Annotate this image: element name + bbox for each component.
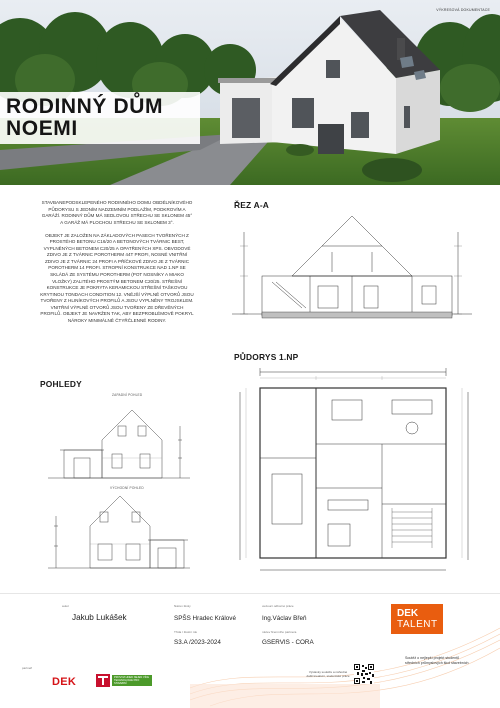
section-drawing: [232, 212, 472, 332]
class-year: S3.A /2023-2024: [174, 639, 221, 646]
description-paragraph-2: OBJEKT JE ZALOŽEN NA ZÁKLADOVÝCH PASECH TVOŘENÝCH Z PROSTÉHO BETONU C16/20 A BETONOVÝCH TVÁRNIC BEST, VYPLNĚNÝCH BETONEM C20/25 A OPATŘENÝCH XPS. OBVODOVÉ ZDIVO JE Z TVÁRNIC POROTHERM 44T PROFI, NOSNÉ VNITŘNÍ ZDIVO JE Z TVÁRNIC 24 PROFI A PŘÍČKOVÉ ZDIVO JE Z TVÁRNIC POROTHERM 14 PROFI. STROPNÍ KONSTRUKCE NAD 1.NP SE SKLÁDÁ ZE SYSTÉMU POROTHERM (POT NOSNÍKY A MIAKO VLOŽKY) ZALITÉHO PROSTÝM BETONEM C20/25. STŘEŠNÍ KONSTRUKCE JE POKRYTA KERAMICKOU STŘEŠNÍ TAŠKOVOU KRYTINOU TONDACH CONDITION 12. VNĚJŠÍ VÝPLNĚ OTVORŮ JSOU TVOŘENY Z HLINÍKOVÝCH PROFILŮ A JSOU VYPLNĚNY TROJSKLEM. VNITŘNÍ VÝPLNĚ OTVORŮ JSOU TVOŘENY ZE DŘEVĚNÝCH PROFILŮ. OBJEKT JE NAVRŽEN TAK, ABY BEZPROBLÉMOVĚ POKRYL NÁROKY MINIMÁLNĚ ČTYŘČLENNÉ RODINY.: [40, 232, 194, 323]
plan-title: PŮDORYS 1.NP: [234, 352, 299, 362]
view-caption-top: ZAPADNÍ POHLED: [112, 393, 143, 397]
qr-note: Výstavky soutěže a náhodné další kreativní, studentské práce: [306, 670, 350, 678]
partner-label: název firemního partnera: [262, 630, 297, 634]
dek-talent-logo: [391, 604, 443, 634]
views-title: POHLEDY: [40, 379, 82, 389]
teacher-label: vedoucí odborné práce: [262, 604, 294, 608]
description-paragraph-1: STAVBANEPODSKLEPENÉHO RODINNÉHO DOMU OBDÉLNÍKOVÉHO PŮDORYSU S JEDNÍM NADZEMNÍM PODLAŽÍM, PODKROVÍM A GARÁŽÍ. RODINNÝ DŮM MÁ SEDLOVOU STŘECHU SE SKLONEM 45° A GARÁŽ MÁ PLOCHOU STŘECHU SE SKLONEM 3°.: [41, 200, 193, 225]
section-title: ŘEZ A-A: [234, 200, 270, 210]
project-description: [40, 200, 194, 331]
footer: [0, 588, 500, 708]
title-line-2: NOEMI: [6, 117, 78, 140]
dek-talent-word-2: TALENT: [397, 619, 438, 630]
partners-caption: partneři: [22, 666, 33, 670]
school-logo-icon: [96, 674, 110, 687]
teacher-name: Ing.Václav Břeň: [262, 615, 307, 622]
school-name: SPŠS Hradec Králové: [174, 615, 236, 622]
project-title: [0, 92, 200, 144]
qr-code-icon[interactable]: [354, 664, 374, 684]
view-caption-mid: VÝCHODNÍ POHLED: [110, 486, 144, 490]
sponsor-logo-text: PROVOZ HNED NEJEN VÍCE TECHNOLOGIE PRO STAVEBNÍ: [114, 676, 150, 685]
footer-divider: [0, 593, 500, 594]
competition-note: Soutěž o nejlepší projekt studentů středních průmyslových škol stavebních: [405, 656, 469, 666]
title-line-1: RODINNÝ DŮM: [6, 95, 164, 118]
class-label: Třída / školní rok: [174, 630, 198, 634]
hero-credit: VÝKRESOVÁ DOKUMENTACE: [436, 8, 490, 12]
sponsor-logo: [112, 675, 152, 686]
floor-plan-drawing: [232, 364, 476, 578]
partner-name: GSERVIS - CORA: [262, 639, 314, 646]
hero-rendering: [0, 0, 500, 185]
author-name: Jakub Lukášek: [72, 613, 127, 622]
dek-talent-word-1: DEK: [397, 608, 419, 619]
dek-logo: DEK: [52, 676, 77, 688]
elevation-drawings: [40, 396, 200, 576]
author-label: autor: [62, 604, 70, 608]
school-label: Název školy: [174, 604, 191, 608]
